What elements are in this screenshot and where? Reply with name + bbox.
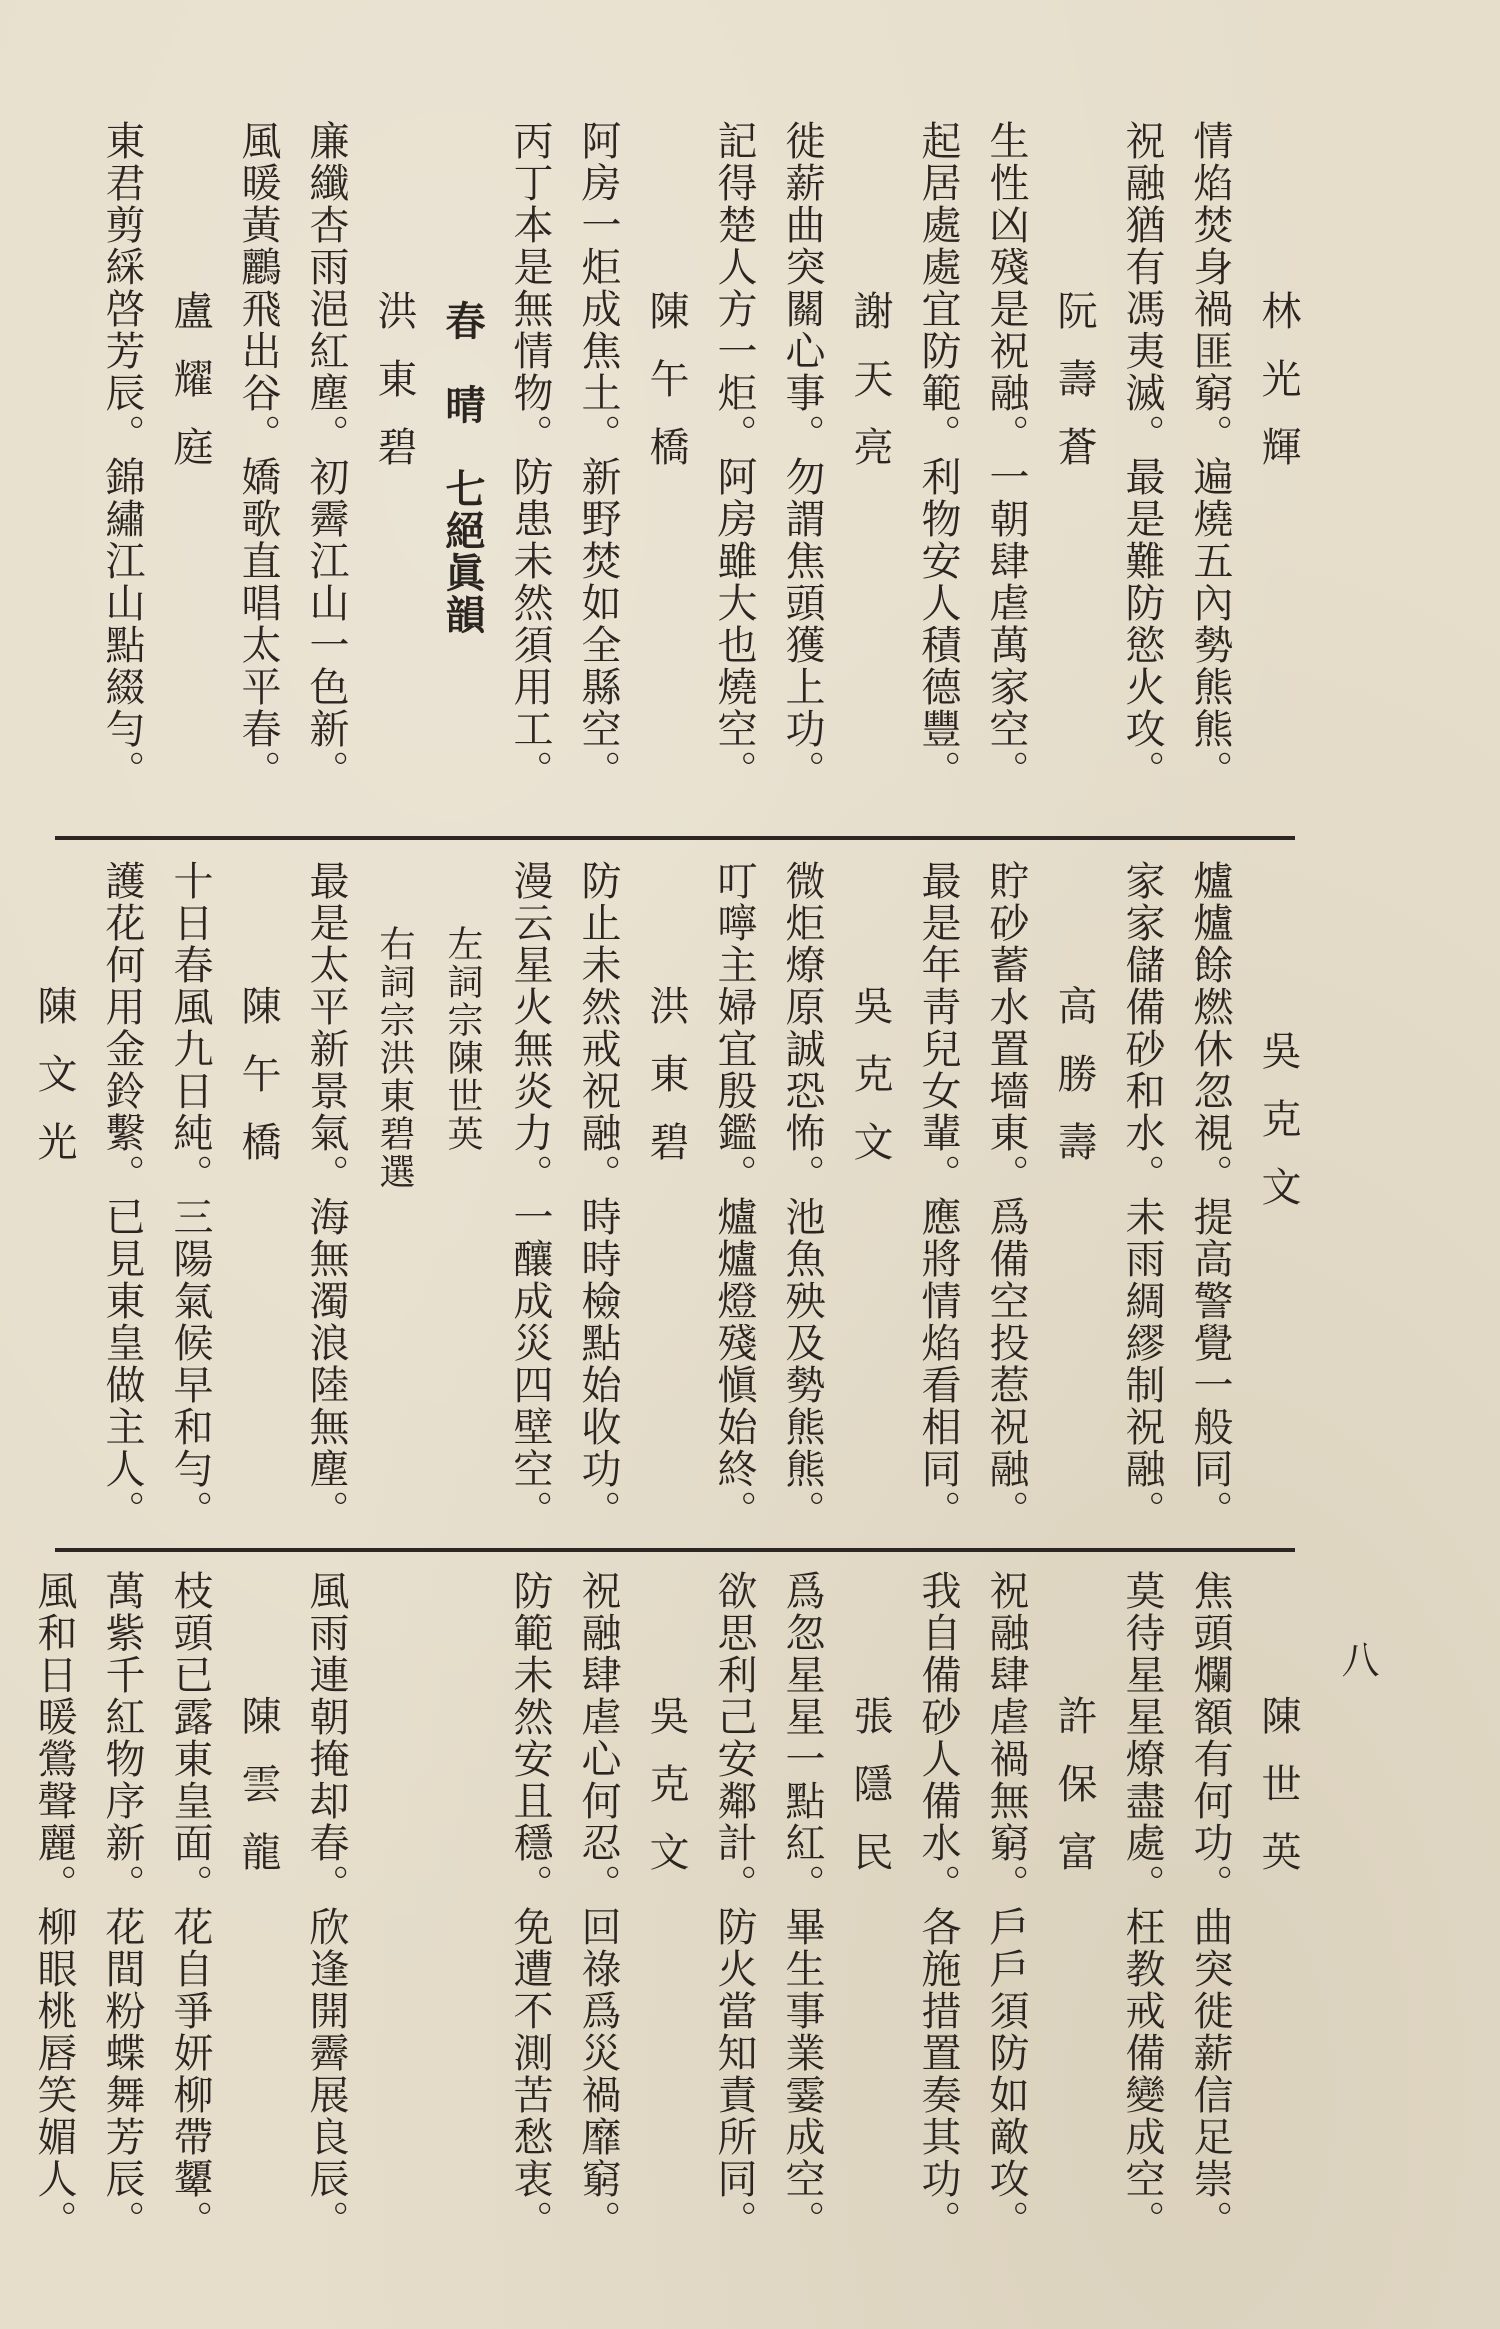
verse-line: 家家儲備砂和水。未雨綢繆制祝融。 (1119, 860, 1165, 1532)
author-name: 阮壽蒼 (1051, 290, 1097, 494)
verse-line: 微炬燎原誠恐怖。池魚殃及勢熊熊。 (779, 860, 825, 1532)
verse-line: 漫云星火無炎力。一釀成災四壁空。 (507, 860, 553, 1532)
verse-line: 欲思利己安鄰計。防火當知責所同。 (711, 1570, 757, 2242)
verse-line: 我自備砂人備水。各施措置奏其功。 (915, 1570, 961, 2242)
verse-line: 丙丁本是無情物。防患未然須用工。 (507, 120, 553, 792)
poem-band-top (0, 100, 1500, 830)
author-name: 陳午橋 (643, 290, 689, 494)
verse-line: 起居處處宜防範。利物安人積德豐。 (915, 120, 961, 792)
author-name: 洪東碧 (371, 290, 417, 494)
judge-credit: 右詞宗洪東碧選 (374, 925, 415, 1191)
verse-line: 焦頭爛額有何功。曲突徙薪信足崇。 (1187, 1570, 1233, 2242)
author-name: 吳克文 (847, 985, 893, 1189)
verse-line: 防範未然安且穩。免遭不測苦愁衷。 (507, 1570, 553, 2242)
author-name: 謝天亮 (847, 290, 893, 494)
verse-line: 防止未然戒祝融。時時檢點始收功。 (575, 860, 621, 1532)
section-heading: 春 晴 七絕眞韻 (439, 300, 486, 636)
verse-line: 十日春風九日純。三陽氣候早和勻。 (167, 860, 213, 1532)
verse-line: 祝融肆虐心何忍。回祿爲災禍靡窮。 (575, 1570, 621, 2242)
page-number: 八 (1335, 1640, 1379, 1678)
verse-line: 風暖黃鸝飛出谷。嬌歌直唱太平春。 (235, 120, 281, 792)
verse-line: 廉纖杏雨浥紅塵。初霽江山一色新。 (303, 120, 349, 792)
author-name: 盧耀庭 (167, 290, 213, 494)
verse-line: 爲忽星星一點紅。畢生事業霎成空。 (779, 1570, 825, 2242)
verse-line: 阿房一炬成焦土。新野焚如全縣空。 (575, 120, 621, 792)
verse-line: 叮嚀主婦宜殷鑑。爐爐燈殘愼始終。 (711, 860, 757, 1532)
author-name: 吳克文 (643, 1695, 689, 1899)
verse-line: 萬紫千紅物序新。花間粉蝶舞芳辰。 (99, 1570, 145, 2242)
verse-line: 貯砂蓄水置墻東。爲備空投惹祝融。 (983, 860, 1029, 1532)
judge-credit: 左詞宗陳世英 (442, 925, 483, 1153)
author-name: 張隱民 (847, 1695, 893, 1899)
verse-line: 記得楚人方一炬。阿房雖大也燒空。 (711, 120, 757, 792)
author-name: 陳午橋 (235, 985, 281, 1189)
poem-band-bottom (0, 1550, 1500, 2250)
author-name: 陳世英 (1255, 1695, 1301, 1899)
verse-line: 祝融肆虐禍無窮。戶戶須防如敵攻。 (983, 1570, 1029, 2242)
verse-line: 祝融猶有馮夷滅。最是難防慾火攻。 (1119, 120, 1165, 792)
verse-line: 爐爐餘燃休忽視。提高警覺一般同。 (1187, 860, 1233, 1532)
author-name: 陳文光 (31, 985, 77, 1189)
verse-line: 情焰焚身禍匪窮。遍燒五內勢熊熊。 (1187, 120, 1233, 792)
verse-line: 最是年靑兒女輩。應將情焰看相同。 (915, 860, 961, 1532)
author-name: 洪東碧 (643, 985, 689, 1189)
author-name: 吳克文 (1255, 1030, 1301, 1234)
author-name: 許保富 (1051, 1695, 1097, 1899)
verse-line: 東君剪綵啓芳辰。錦繡江山點綴勻。 (99, 120, 145, 792)
verse-line: 護花何用金鈴繫。已見東皇做主人。 (99, 860, 145, 1532)
verse-line: 風和日暖鶯聲麗。柳眼桃唇笑媚人。 (31, 1570, 77, 2242)
verse-line: 生性凶殘是祝融。一朝肆虐萬家空。 (983, 120, 1029, 792)
author-name: 林光輝 (1255, 290, 1301, 494)
author-name: 陳雲龍 (235, 1695, 281, 1899)
author-name: 高勝壽 (1051, 985, 1097, 1189)
verse-line: 風雨連朝掩却春。欣逢開霽展良辰。 (303, 1570, 349, 2242)
verse-line: 莫待星星燎盡處。枉教戒備變成空。 (1119, 1570, 1165, 2242)
verse-line: 枝頭已露東皇面。花自爭妍柳帶顰。 (167, 1570, 213, 2242)
verse-line: 徙薪曲突關心事。勿謂焦頭獲上功。 (779, 120, 825, 792)
verse-line: 最是太平新景氣。海無濁浪陸無塵。 (303, 860, 349, 1532)
poem-band-middle (0, 840, 1500, 1540)
